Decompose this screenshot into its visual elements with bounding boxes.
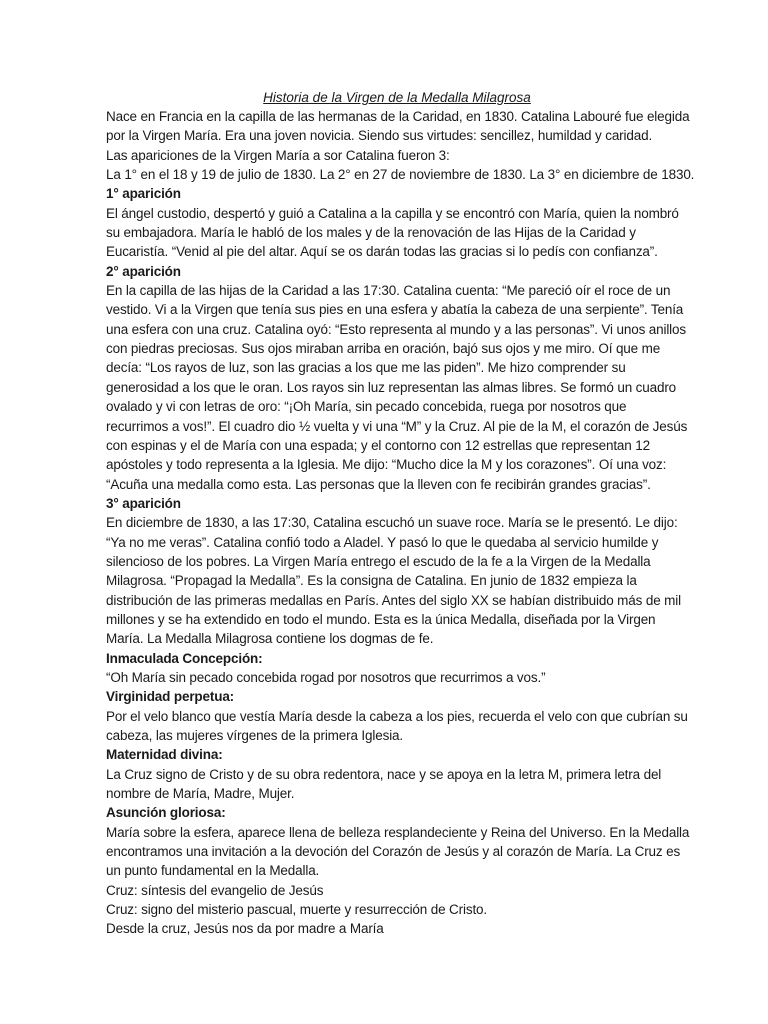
text-line: decía: “Los rayos de luz, son las gracias a los que me las piden”. Me hizo comprender su (106, 360, 626, 376)
text-line: Nace en Francia en la capilla de las hermanas de la Caridad, en 1830. Catalina Labouré fue elegida (106, 109, 690, 124)
text-line: Milagrosa. “Propagad la Medalla”. Es la consigna de Catalina. En junio de 1832 empieza la (106, 573, 637, 589)
section-heading: Virginidad perpetua: (106, 689, 235, 705)
text-line: Cruz: signo del misterio pascual, muerte y resurrección de Cristo. (106, 902, 488, 918)
text-line: silencioso de los pobres. La Virgen María entrego el escudo de la fe a la Virgen de la Medalla (106, 553, 651, 569)
text-line: María. La Medalla Milagrosa contiene los dogmas de fe. (106, 631, 434, 647)
text-line: Eucaristía. “Venid al pie del altar. Aquí se os darán todas las gracias si lo pedís con confianza”. (106, 244, 658, 260)
text-line: La Cruz signo de Cristo y de su obra redentora, nace y se apoya en la letra M, primera letra del (106, 766, 662, 782)
section-heading: Asunción gloriosa: (106, 805, 226, 821)
text-line: “Ya no me veras”. Catalina confió todo a Aladel. Y pasó lo que le quedaba al servicio humilde y (106, 534, 659, 550)
text-line: cabeza, las mujeres vírgenes de la primera Iglesia. (106, 728, 403, 743)
text-line: “Oh María sin pecado concebida rogad por nosotros que recurrimos a vos.” (106, 669, 546, 685)
text-line: su embajadora. María le habló de los males y de la renovación de las Hijas de la Caridad y (106, 225, 636, 241)
text-line: María sobre la esfera, aparece llena de belleza resplandeciente y Reina del Universo. En la Medalla (106, 824, 690, 840)
text-line: Por el velo blanco que vestía María desde la cabeza a los pies, recuerda el velo con que cubrían su (106, 708, 688, 724)
text-line: nombre de María, Madre, Mujer. (106, 786, 295, 802)
text-line: ovalado y vi con letras de oro: “¡Oh María, sin pecado concebida, ruega por nosotros que (106, 399, 627, 415)
text-line: La 1° en el 18 y 19 de julio de 1830. La 2° en 27 de noviembre de 1830. La 3° en diciembre de 1830. (106, 167, 695, 183)
text-line: “Acuña una medalla como esta. Las personas que la lleven con fe recibirán grandes gracias”. (106, 476, 651, 492)
section-heading: 2° aparición (106, 263, 181, 279)
text-line: El ángel custodio, despertó y guió a Catalina a la capilla y se encontró con María, quien la nombró (106, 205, 679, 221)
text-line: En diciembre de 1830, a las 17:30, Catalina escuchó un suave roce. María se le presentó. Le dijo: (106, 515, 678, 531)
text-line: recurrimos a vos!”. El cuadro dio ½ vuelta y vi una “M” y la Cruz. Al pie de la M, el corazón de Jesús (106, 418, 688, 434)
text-line: millones y se ha extendido en todo el mundo. Esta es la única Medalla, diseñada por la Virgen (106, 611, 656, 627)
text-line: Desde la cruz, Jesús nos da por madre a María (106, 921, 384, 937)
text-line: encontramos una invitación a la devoción del Corazón de Jesús y al corazón de María. La Cruz es (106, 844, 681, 860)
text-line: un punto fundamental en la Medalla. (106, 863, 320, 879)
text-line: distribución de las primeras medallas en París. Antes del siglo XX se habían distribuido más de mil (106, 592, 681, 608)
document-title: Historia de la Virgen de la Medalla Milagrosa (263, 90, 531, 105)
section-heading: Inmaculada Concepción: (106, 650, 263, 666)
text-line: por la Virgen María. Era una joven novicia. Siendo sus virtudes: sencillez, humildad y caridad. (106, 128, 653, 144)
text-line: generosidad a los que le oran. Los rayos sin luz representan las almas libres. Se formó un cuadro (106, 379, 677, 395)
section-heading: Maternidad divina: (106, 747, 223, 763)
section-heading: 1° aparición (106, 186, 181, 202)
document-body (106, 107, 695, 939)
text-line: apóstoles y todo representa a la Iglesia. Me dijo: “Mucho dice la M y los corazones”. Oí una voz: (106, 457, 667, 473)
text-line: una esfera con una cruz. Catalina oyó: “Esto representa al mundo y a las personas”. Vi unos anillos (106, 321, 686, 337)
section-heading: 3° aparición (106, 495, 181, 511)
text-line: En la capilla de las hijas de la Caridad a las 17:30. Catalina cuenta: “Me pareció oír el roce de un (106, 283, 671, 299)
text-line: Las apariciones de la Virgen María a sor Catalina fueron 3: (106, 147, 450, 163)
text-line: vestido. Vi a la Virgen que tenía sus pies en una esfera y abatía la cabeza de una serpiente”. Tenía (106, 302, 684, 318)
text-line: Cruz: síntesis del evangelio de Jesús (106, 882, 324, 898)
text-line: con espinas y el de María con una espada; y el contorno con 12 estrellas que representan 12 (106, 437, 650, 453)
text-line: con piedras preciosas. Sus ojos miraban arriba en oración, bajó sus ojos y me miro. Oí que me (106, 341, 661, 357)
